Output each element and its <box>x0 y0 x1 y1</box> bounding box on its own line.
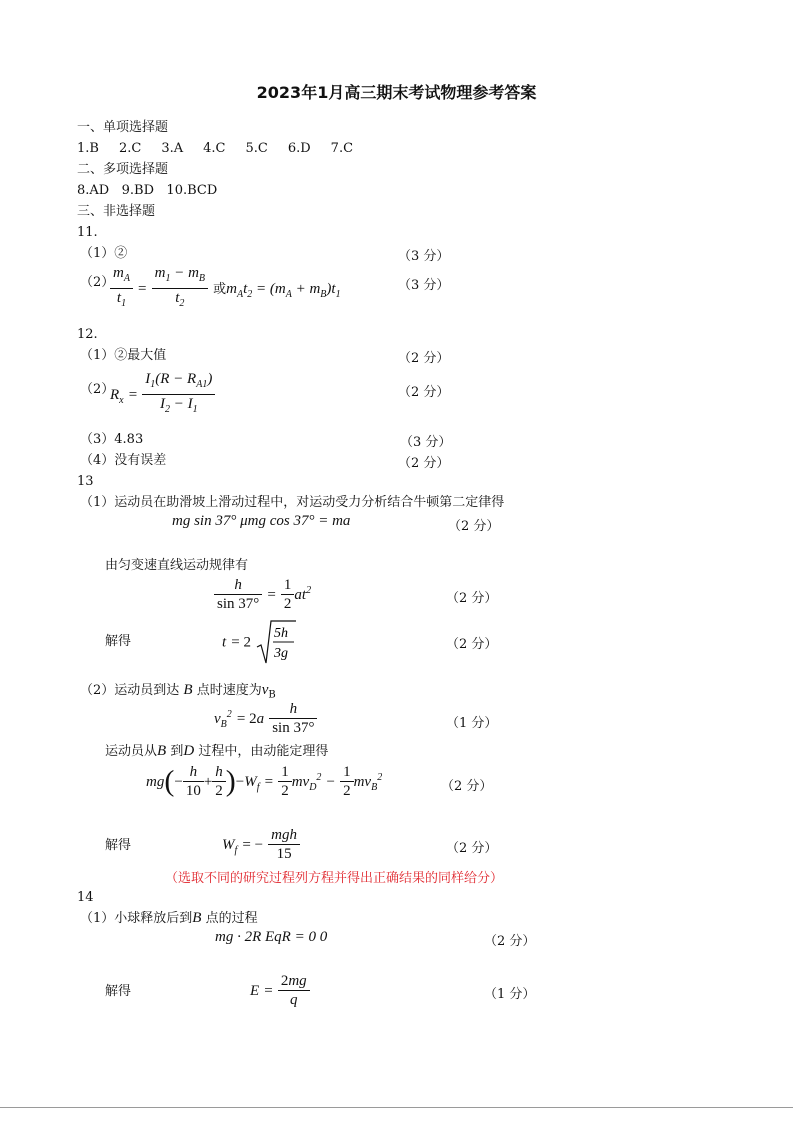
q13-eq1: mg sin 37° μmg cos 37° = ma <box>172 513 351 529</box>
q12-part1-answer: （1）②最大值 <box>80 348 167 363</box>
q12-part3-points: （3 分） <box>400 435 452 450</box>
q11-part2-formula: $\frac{m_A}{t_1}$ = $\frac{m_1 - m_B}{t_2}$ 或$m_At_2 = (m_A + m_B)t_1$ <box>110 264 341 313</box>
answer-2: 2.C <box>118 141 142 156</box>
q14-eq1-points: （2 分） <box>484 934 536 949</box>
q14-part1-text: （1）小球释放后到B 点的过程 <box>80 910 258 926</box>
page-title: 2023年1月高三期末考试物理参考答案 <box>256 83 537 102</box>
q14-eq2-points: （1 分） <box>484 987 536 1002</box>
q11-part2-points: （3 分） <box>398 278 450 293</box>
q13-part2-eq1: $v_B^2 = 2a$ $\frac{h}{\sin 37^\circ}$ <box>214 700 317 737</box>
q11-part2-label: （2） <box>80 275 115 290</box>
q12-part3-answer: （3）4.83 <box>80 432 144 447</box>
grading-note: （选取不同的研究过程列方程并得出正确结果的同样给分） <box>165 871 504 886</box>
fraction-resistance: $\frac{I_1(R - R_{A1})}{I_2 - I_1}$ <box>142 370 215 419</box>
q14-number: 14 <box>77 890 94 905</box>
q13-part1-solve: 解得 <box>105 634 132 649</box>
answer-8: 8.AD <box>77 183 110 198</box>
q12-part2-formula: $R_x$ = $\frac{I_1(R - R_{A1})}{I_2 - I_1}$ <box>110 370 215 419</box>
single-choice-answers <box>77 140 373 158</box>
svg-text:3g: 3g <box>274 646 289 661</box>
q13-part2-sub: 运动员从B 到D 过程中，由动能定理得 <box>105 743 329 759</box>
q11-part1-answer: （1）② <box>80 246 128 261</box>
q13-eq1-points: （2 分） <box>448 519 500 534</box>
answer-6: 6.D <box>287 141 311 156</box>
svg-text:5h: 5h <box>274 626 289 641</box>
q12-part4-points: （2 分） <box>398 456 450 471</box>
q13-eq3-points: （2 分） <box>446 637 498 652</box>
answer-4: 4.C <box>203 141 226 156</box>
answer-10: 10.BCD <box>166 183 218 198</box>
q13-part2-eq2: mg(− $\frac{h}{10}$ + $\frac{h}{2}$ )$-W_f$ = $\frac{1}{2}$ $mv_D^2$ − $\frac{1}{2}$ $mv_B^2$ <box>146 764 383 799</box>
fraction-diff-over-t2: $\frac{m_1 - m_B}{t_2}$ <box>152 264 208 313</box>
answer-7: 7.C <box>330 141 354 156</box>
q12-part2-points: （2 分） <box>398 385 450 400</box>
section-heading-non-choice: 三、非选择题 <box>77 204 156 219</box>
page-bottom-divider <box>0 1107 793 1108</box>
answer-5: 5.C <box>245 141 268 156</box>
section-heading-multi-choice: 二、多项选择题 <box>77 162 169 177</box>
q13-part2-eq3-points: （2 分） <box>446 841 498 856</box>
q12-part1-points: （2 分） <box>398 351 450 366</box>
q12-part2-label: （2） <box>80 382 115 397</box>
q12-part4-answer: （4）没有误差 <box>80 453 167 468</box>
q13-number: 13 <box>77 474 94 489</box>
q11-number: 11. <box>77 225 98 240</box>
q11-part1-points: （3 分） <box>398 249 450 264</box>
multi-choice-answers <box>77 182 217 200</box>
or-word: 或 <box>213 282 227 297</box>
q12-number: 12. <box>77 327 98 342</box>
answer-9: 9.BD <box>121 183 155 198</box>
q13-part2-text: （2）运动员到达 B 点时速度为$v_B$ <box>80 682 276 701</box>
q14-eq1: mg · 2R EqR = 0 0 <box>215 929 328 945</box>
q13-part2-eq3: $W_f$ = − $\frac{\text{mgh}}{15}$ <box>222 826 300 863</box>
answer-3: 3.A <box>161 141 184 156</box>
q13-part1-sub: 由匀变速直线运动规律有 <box>105 558 249 573</box>
answer-1: 1.B <box>77 141 99 156</box>
q13-eq2: $\frac{h}{\sin 37^\circ}$ = $\frac{1}{2}$ $at^2$ <box>214 576 311 613</box>
section-heading-single-choice: 一、单项选择题 <box>77 120 169 135</box>
q13-eq2-points: （2 分） <box>446 591 498 606</box>
q13-part2-solve: 解得 <box>105 838 132 853</box>
q13-eq3: t = 2 5h 3g <box>222 619 296 665</box>
q14-part1-solve: 解得 <box>105 984 132 999</box>
q13-part2-eq2-points: （2 分） <box>441 779 493 794</box>
q13-part1-text: （1）运动员在助滑坡上滑动过程中，对运动受力分析结合牛顿第二定律得 <box>80 495 505 510</box>
q14-eq2: E = $\frac{2mg}{q}$ <box>250 972 310 1009</box>
q13-part2-eq1-points: （1 分） <box>446 716 498 731</box>
fraction-mA-over-t: $\frac{m_A}{t_1}$ <box>110 264 133 313</box>
sqrt-symbol <box>256 619 296 665</box>
